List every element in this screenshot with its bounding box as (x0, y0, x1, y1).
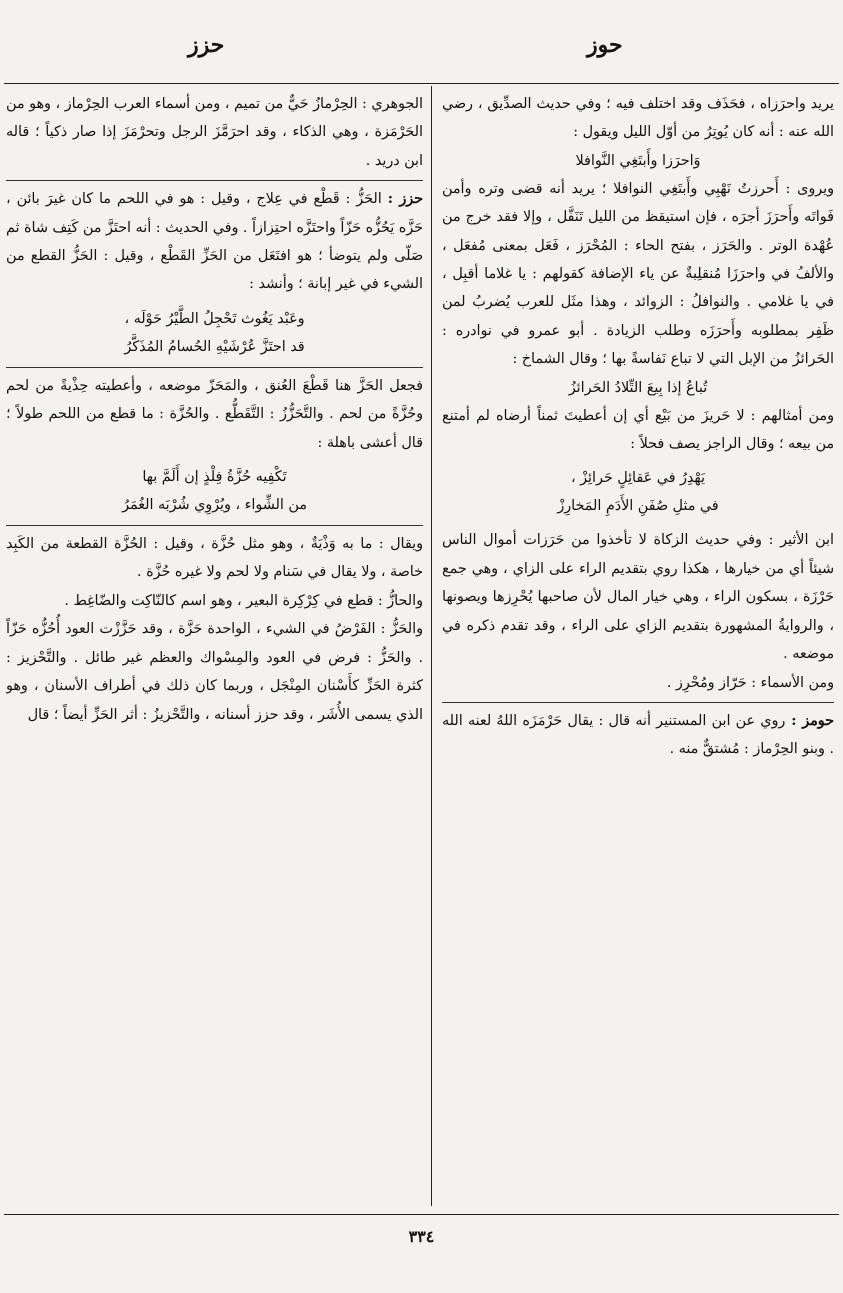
running-head-left: حزز (188, 32, 225, 58)
paragraph: الجوهري : الحِرْمازُ حَيٌّ من تميم ، ومن أسماء العرب الحِرْماز ، وهو من الحَرْمَزة ، وهي الذكاء ، وقد احرَمَّزَ الرجل وتحرْمَزَ إذا صار ذكياً ؛ قاله ابن دريد . (6, 96, 423, 169)
entry-headword: حومز : (791, 712, 834, 729)
paragraph: والحازُّ : قطع في كِرْكِرة البعير ، وهو اسم كالنّاكِت والضّاغِط . (64, 592, 423, 609)
verse-line: قد احتَزَّ عُرْشَيْهِ الحُسامُ المُذَكَّرُ (124, 338, 305, 355)
paragraph: ومن الأسماء : حَرّاز ومُحْرِز . (666, 674, 834, 691)
entry-headword: حزز : (387, 191, 423, 208)
paragraph: ومن أمثالهم : لا حَريزَ من بَيْع أي إن أعطيتَ ثمناً أرضاه لم أمتنع من بيعه ؛ وقال الراجز يصف فحلاً : (442, 407, 834, 453)
paragraph: والحَزُّ : الفَرْضُ في الشيء ، الواحدة حَزَّة ، وقد حَزَّزْت العود أُحُزُّه حَزّاً . والحَزُّ : فرض في العود والمِسْواك والعظم غير طائل . والتَّحْزيز : كثرة الحَزِّ كأَسْنان المِنْجَل ، وربما كان ذلك في أطراف الأسنان ، وهو الذي يسمى الأُشَر ، وقد حزز أسنانه ، والتَّحْزيزُ : أثر الحَزِّ أيضاً ؛ قال (6, 621, 423, 723)
page-number: ٣٣٤ (408, 1227, 435, 1246)
verse: وَاحرَزا وأَبتَغِي النَّوافلا (575, 152, 701, 169)
verse-line: في مثلِ صُفَنِ الأَدَمِ المَخارِزْ (557, 498, 719, 515)
right-column (442, 90, 834, 1205)
verse-line: يَهْدِرُ في عَقائِلٍ حَرائِزْ ، (570, 470, 705, 487)
paragraph: يريد واحرَزاه ، فحَذَف وقد اختلف فيه ؛ وفي حديث الصدِّيق ، رضي الله عنه : أنه كان يُوتِرُ من أوّل الليل ويقول : (442, 96, 834, 141)
verse (442, 464, 834, 520)
column-divider (431, 86, 432, 1206)
entry-text: روي عن ابن المستنير أنه قال : يقال حَرْمَزَه اللهُ لعنه الله . وبنو الحِرْماز : مُشتقٌّ منه . (442, 712, 834, 758)
footer-rule (4, 1214, 839, 1215)
left-column (6, 90, 423, 1205)
verse-line: وعَبْد يَغُوث تَحْجِلُ الطَّيْرُ حَوْلَه ، (124, 310, 305, 327)
paragraph: ويقال : ما به وَذْيَةٌ ، وهو مثل حُزَّة ، وقيل : الحُزَّة القطعة من الكَبِد خاصة ، ولا يقال في سَنام ولا لحم ولا غيره حُزَّة . (6, 536, 423, 581)
dictionary-entry (6, 185, 423, 299)
running-head-right: حوز (587, 32, 623, 58)
paragraph: ويروى : أَحرزتُ نَهْبِي وأَبتَغِي النوافلا ؛ يريد أنه قضى وتره وأمن فَواتَه وأَحرَزَ أجرَه ، فإن استيقظ من الليل تَنَفَّل ، وإلا فقد خرج من عُهْدة الوتر . والحَرَز ، بفتح الحاء : المُحْرَز ، فَعَل بمعنى مُفعَل ، والألفُ في واحرَزَا مُنقلِبةٌ عن ياء الإضافة كقولهم : يا غلاما أقبِل ، في يا غلامي . والنوافلُ : الزوائد ، وهذا مثَل للعرب يُضربُ لمن ظَفِر بمطلوبه وأَحرَزَه وطلب الزيادة . أبو عمرو في نوادره : الحَرائزُ من الإبل التي لا تباع نَفاسةً بها ؛ وقال الشماخ : (442, 180, 834, 368)
verse-line: من الشِّواء ، ويُرْوِي شُرْبَه الغُمَرُ (122, 497, 307, 514)
verse (6, 305, 423, 361)
entry-text: الحَزُّ : قَطْع في عِلاج ، وقيل : هو في اللحم ما كان غيرَ بائن ، حَزَّه يَحُزُّه حَزّاً واحتَزَّه احتِزازاً . وفي الحديث : أنه احتَزَّ من كَتِف شاة ثم صَلّى ولم يتوضأ ؛ هو افتَعَل من الحَزِّ القَطْع ، وقيل : الحَزُّ القطع من الشيء في غير إبانة ؛ وأنشد : (6, 191, 423, 293)
entry-divider (6, 180, 423, 181)
section-divider (6, 367, 423, 368)
paragraph: فجعل الحَزَّ هنا قَطْعَ العُنق ، والمَحَزّ موضعه ، وأعطيته حِذْيةً من لحم وحُزَّةً من لحم . والتَّحَزُّزُ : التَّقَطُّع . والحُزَّة : ما قطع من اللحم طولاً ؛ قال أعشى باهلة : (6, 377, 423, 451)
verse (6, 463, 423, 519)
section-divider (6, 525, 423, 526)
verse-line: تَكْفِيه حُزَّةُ فِلْذٍ إن أَلَمَّ بها (142, 469, 287, 486)
header-rule (4, 83, 839, 84)
paragraph: ابن الأثير : وفي حديث الزكاة لا تأخذوا من حَرَزات أموال الناس شيئاً أي من خيارها ، هكذا روي بتقديم الراء على الزاي ، وهي جمع حَرْزَة ، بسكون الراء ، وهي خيار المال لأن صاحبها يُحْرِزها ويصونها ، والروايةُ المشهورة بتقديم الزاي على الراء ، وقد تقدم ذكره في موضعه . (442, 532, 834, 663)
entry-divider (442, 702, 834, 703)
dictionary-entry (442, 707, 834, 764)
verse: تُباعُ إذا بِيعَ التِّلادُ الحَرائزُ (568, 379, 708, 396)
